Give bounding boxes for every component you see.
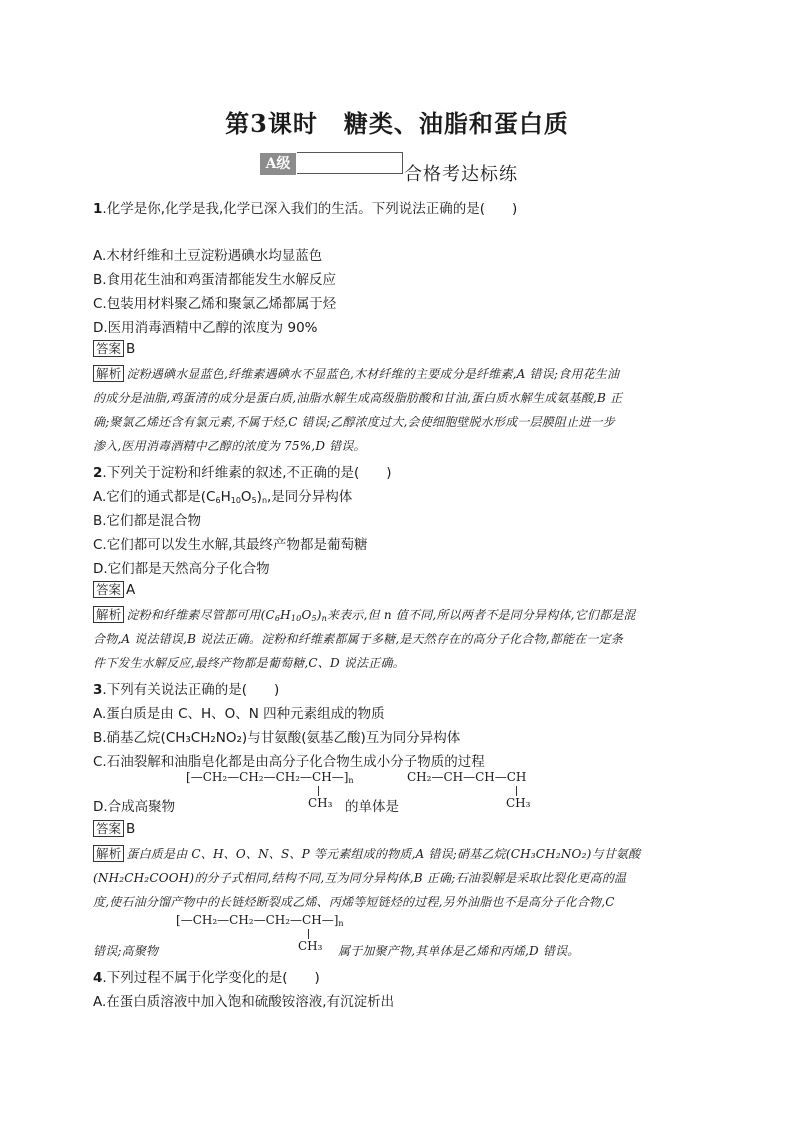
q3-analysis-line: 解析 蛋白质是由 C、H、O、N、S、P 等元素组成的物质,A 错误;硝基乙烷(CH₃CH₂NO₂)与甘氨酸 xyxy=(93,845,640,862)
q3-analysis-line-tail: 属于加聚产物,其单体是乙烯和丙烯,D 错误。 xyxy=(338,944,580,958)
q4-stem: 4.下列过程不属于化学变化的是( ) xyxy=(93,970,320,986)
q2-analysis-line: 合物,A 说法错误,B 说法正确。淀粉和纤维素都属于多糖,是天然存在的高分子化合物,都能在一定条 xyxy=(93,632,623,646)
q1-number: 1 xyxy=(93,201,103,217)
page-title xyxy=(0,104,794,139)
q1-option-d: D.医用消毒酒精中乙醇的浓度为 90% xyxy=(93,320,318,336)
q2-option-a: A.它们的通式都是$(C_6H_{10}O_5)_n$,是同分异构体 xyxy=(93,489,353,505)
q1-analysis-line: 确;聚氯乙烯还含有氯元素,不属于烃,C 错误;乙醇浓度过大,会使细胞壁脱水形成一层膜阻止进一步 xyxy=(93,415,615,429)
q2-analysis-line: 件下发生水解反应,最终产物都是葡萄糖,C、D 说法正确。 xyxy=(93,656,405,670)
q2-option-d: D.它们都是天然高分子化合物 xyxy=(93,561,270,577)
polymer-methyl: CH₃ xyxy=(308,796,333,810)
q3-answer: 答案 B xyxy=(93,820,135,837)
monomer-methyl: CH₃ xyxy=(506,796,531,810)
answer-tag: 答案 xyxy=(93,820,124,837)
q2-stem: 2.下列关于淀粉和纤维素的叙述,不正确的是( ) xyxy=(93,465,392,481)
q3-exp-polymer-formula: $[—CH_2—CH_2—CH_2—CH—]_n$ xyxy=(176,913,344,928)
q1-answer: 答案 B xyxy=(93,340,135,357)
level-badge: A级 xyxy=(260,153,296,175)
q3-option-d: D.合成高聚物 xyxy=(93,799,176,815)
answer-tag: 答案 xyxy=(93,581,124,598)
q1-option-c: C.包装用材料聚乙烯和聚氯乙烯都属于烃 xyxy=(93,296,337,312)
level-underline xyxy=(297,152,403,174)
q3-number: 3 xyxy=(93,682,103,698)
q3-analysis-line: 度,使石油分馏产物中的长链烃断裂成乙烯、丙烯等短链烃的过程,另外油脂也不是高分子化合物,C xyxy=(93,895,615,909)
q3-analysis-line: 错误;高聚物 xyxy=(93,944,159,958)
q2-option-c: C.它们都可以发生水解,其最终产物都是葡萄糖 xyxy=(93,537,368,553)
polymer-bracket-right: ] xyxy=(343,770,349,784)
q3-polymer-formula: $[—CH_2—CH_2—CH_2—CH—]_n$ xyxy=(186,770,354,785)
polymer-bracket-left: [ xyxy=(186,770,191,784)
q3-option-d-tail: 的单体是 xyxy=(345,799,399,815)
exp-polymer-branch-bond xyxy=(308,929,309,939)
q1-option-b: B.食用花生油和鸡蛋清都能发生水解反应 xyxy=(93,272,337,288)
q4-option-a: A.在蛋白质溶液中加入饱和硫酸铵溶液,有沉淀析出 xyxy=(93,994,395,1010)
q3-stem: 3.下列有关说法正确的是( ) xyxy=(93,682,280,698)
q2-option-b: B.它们都是混合物 xyxy=(93,513,202,529)
analysis-tag: 解析 xyxy=(93,845,124,862)
q2-number: 2 xyxy=(93,465,103,481)
q4-number: 4 xyxy=(93,970,103,986)
q3-analysis-line: (NH₂CH₂COOH)的分子式相同,结构不同,互为同分异构体,B 正确;石油裂解是采取比裂化更高的温 xyxy=(93,871,627,885)
answer-tag: 答案 xyxy=(93,340,124,357)
exp-polymer-methyl: CH₃ xyxy=(298,939,323,953)
q3-option-c: C.石油裂解和油脂皂化都是由高分子化合物生成小分子物质的过程 xyxy=(93,754,485,770)
q2-analysis-line: 解析 淀粉和纤维素尽管都可用$(C_6H_{10}O_5)_n$来表示,但 n 值不同,所以两者不是同分异构体,它们都是混 xyxy=(93,606,636,623)
q3-option-a: A.蛋白质是由 C、H、O、N 四种元素组成的物质 xyxy=(93,706,385,722)
analysis-tag: 解析 xyxy=(93,606,124,623)
q2-answer: 答案 A xyxy=(93,581,135,598)
polymer-branch-bond xyxy=(318,786,319,796)
q1-analysis-line: 的成分是油脂,鸡蛋清的成分是蛋白质,油脂水解生成高级脂肪酸和甘油,蛋白质水解生成氨基酸,B 正 xyxy=(93,391,623,405)
q1-stem: 1.化学是你,化学是我,化学已深入我们的生活。下列说法正确的是( ) xyxy=(93,201,518,217)
q1-analysis-line: 解析 淀粉遇碘水显蓝色,纤维素遇碘水不显蓝色,木材纤维的主要成分是纤维素,A 错误;食用花生油 xyxy=(93,365,619,382)
q3-option-b: B.硝基乙烷(CH₃CH₂NO₂)与甘氨酸(氨基乙酸)互为同分异构体 xyxy=(93,730,461,746)
q1-analysis-line: 渗入,医用消毒酒精中乙醇的浓度为 75%,D 错误。 xyxy=(93,439,366,453)
q1-option-a: A.木材纤维和土豆淀粉遇碘水均显蓝色 xyxy=(93,248,323,264)
lesson-number: 第3课时 xyxy=(225,109,318,138)
monomer-branch-bond xyxy=(516,786,517,796)
level-heading: 合格考达标练 xyxy=(404,164,518,185)
lesson-topic: 糖类、油脂和蛋白质 xyxy=(343,109,569,138)
analysis-tag: 解析 xyxy=(93,365,124,382)
q3-monomer-formula: CH₂—CH—CH—CH xyxy=(407,770,527,784)
